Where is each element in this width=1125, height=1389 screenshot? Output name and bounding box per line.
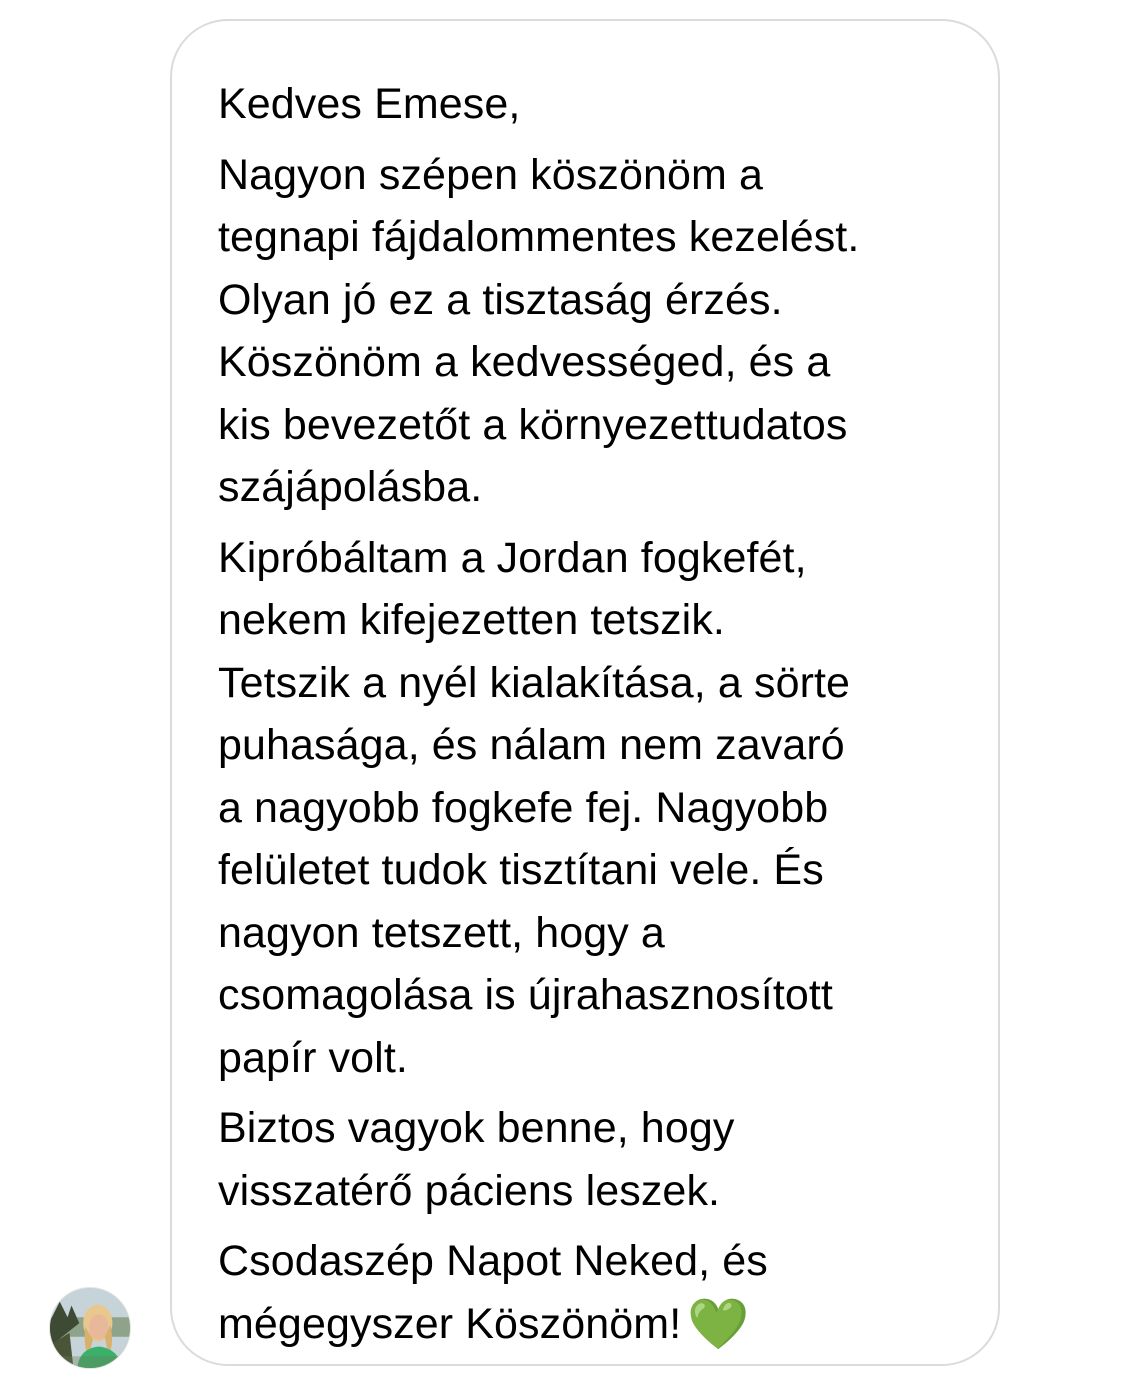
message-line: felületet tudok tisztítani vele. És	[218, 846, 824, 894]
avatar[interactable]	[49, 1287, 131, 1369]
message-bubble[interactable]	[170, 19, 1000, 1366]
message-paragraph-closing	[218, 1230, 958, 1355]
message-line: Kedves Emese,	[218, 80, 521, 128]
message-line: papír volt.	[218, 1033, 408, 1082]
message-line-text: mégegyszer Köszönöm!	[218, 1299, 682, 1348]
message-line: Csodaszép Napot Neked, és	[218, 1237, 768, 1285]
message-line: Nagyon szépen köszönöm a	[218, 150, 764, 199]
message-line: kis bevezetőt a környezettudatos	[218, 400, 848, 449]
message-line: nekem kifejezetten tetszik.	[218, 596, 725, 644]
message-line: Köszönöm a kedvességed, és a	[218, 338, 831, 386]
message-line: Kipróbáltam a Jordan fogkefét,	[218, 533, 807, 582]
message-paragraph-toothbrush	[218, 527, 958, 1090]
message-line: a nagyobb fogkefe fej. Nagyobb	[218, 783, 829, 832]
message-line: visszatérő páciens leszek.	[218, 1166, 721, 1215]
message-line: tegnapi fájdalommentes kezelést.	[218, 213, 860, 261]
message-line: csomagolása is újrahasznosított	[218, 971, 833, 1019]
message-line: puhasága, és nálam nem zavaró	[218, 721, 845, 769]
message-paragraph-returning	[218, 1097, 958, 1222]
green-heart-icon: 💚	[687, 1294, 750, 1353]
message-paragraph-thanks	[218, 144, 958, 519]
message-line: Biztos vagyok benne, hogy	[218, 1104, 735, 1152]
message-line: szájápolásba.	[218, 463, 483, 511]
avatar-photo	[50, 1288, 130, 1368]
message-line: Olyan jó ez a tisztaság érzés.	[218, 275, 783, 324]
message-line: Tetszik a nyél kialakítása, a sörte	[218, 658, 851, 707]
message-line-last	[218, 1293, 958, 1356]
message-paragraph-greeting	[218, 73, 958, 136]
message-line: nagyon tetszett, hogy a	[218, 908, 665, 957]
